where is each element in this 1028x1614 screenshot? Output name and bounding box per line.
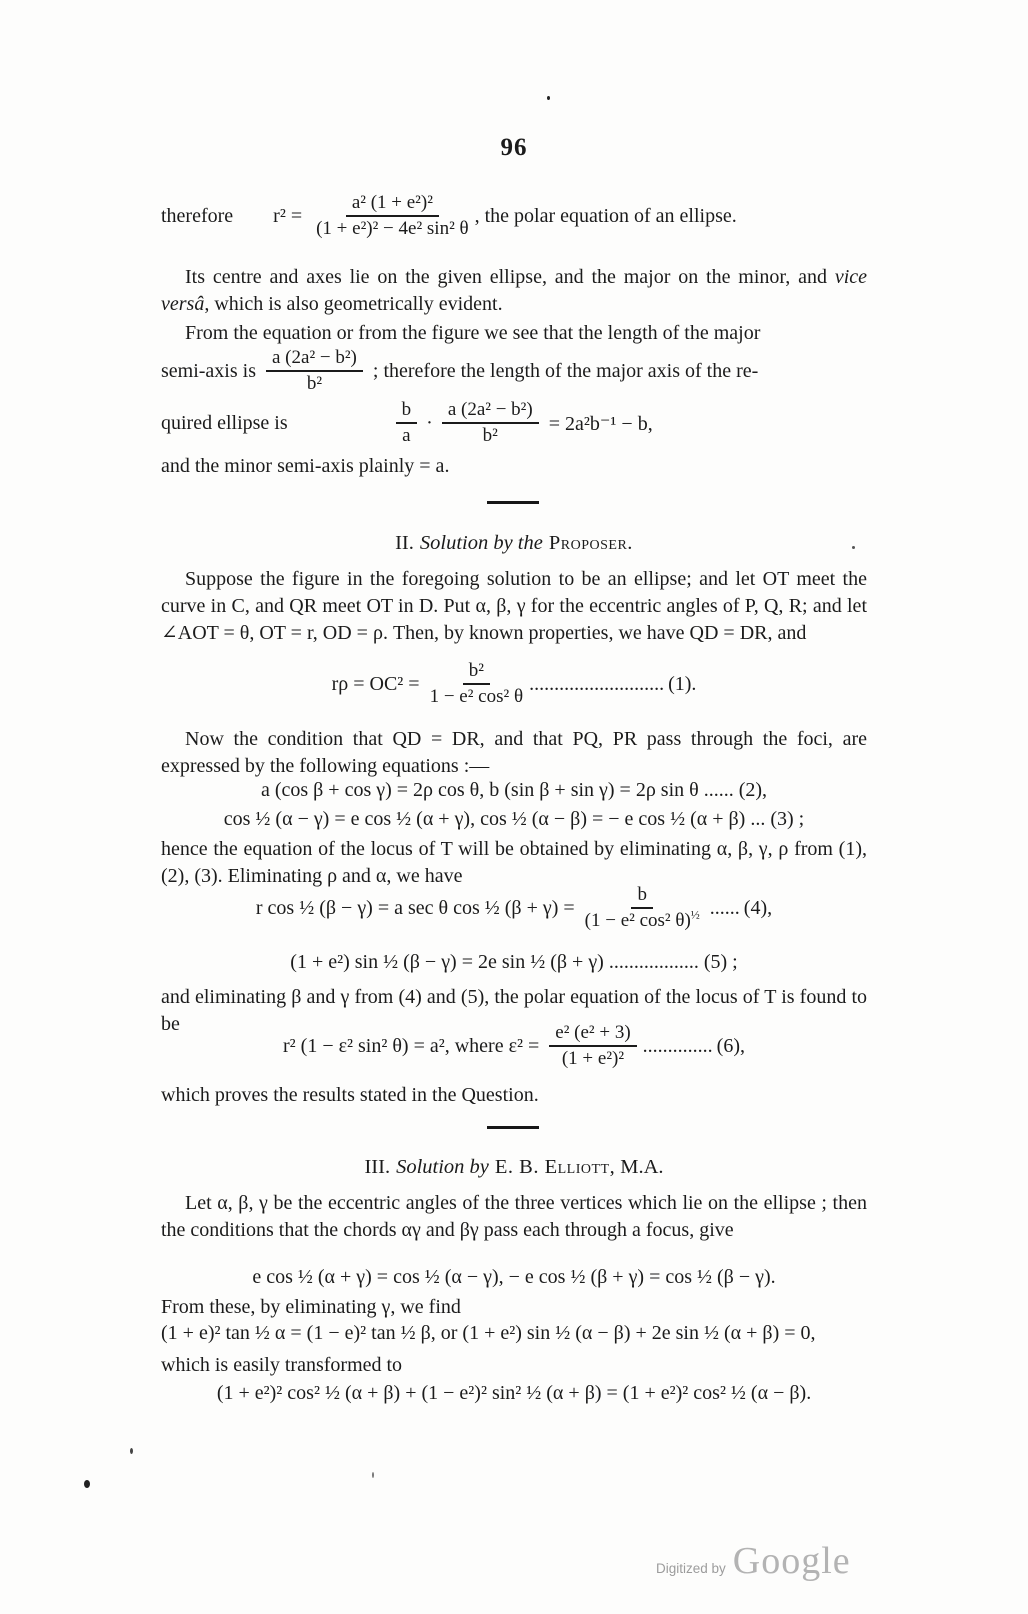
ink-speck (852, 546, 855, 549)
paragraph-from-equation: From the equation or from the figure we see that the length of the major (185, 322, 761, 344)
fraction-denominator: a (402, 425, 411, 447)
fraction-denominator: b² (306, 373, 323, 395)
line-text-pre: semi-axis is (161, 359, 256, 382)
paragraph-transformed: which is easily transformed to (161, 1354, 403, 1376)
paragraph-hence: hence the equation of the locus of T will be obtained by eliminating α, β, γ, ρ from (1), (2), (3). Eliminating ρ and α, we have (161, 838, 867, 887)
fraction-denominator: (1 + e²)² − 4e² sin² θ (316, 218, 469, 240)
equation-tag: (6), (716, 1034, 745, 1057)
dot-leader: .............. (642, 1034, 713, 1057)
equation-lhs: r² = (273, 204, 303, 227)
vice-versa-italic: vice versâ (161, 266, 867, 315)
watermark-digitized-text: Digitized by (656, 1561, 726, 1576)
equation-tan-relation: (1 + e)² tan ½ α = (1 − e)² tan ½ β, or (1 + e²) sin ½ (α − β) + 2e sin ½ (α + β) = 0, (161, 1322, 816, 1344)
fraction-denominator (585, 909, 700, 932)
equation-lhs: r cos ½ (β − γ) = a sec θ cos ½ (β + γ) = (255, 896, 575, 919)
section-divider (487, 1126, 539, 1129)
paragraph-from-these: From these, by eliminating γ, we find (161, 1296, 461, 1318)
section-numeral: III. (364, 1156, 391, 1178)
section-title-italic: Solution by (396, 1156, 489, 1178)
watermark (656, 1542, 851, 1580)
google-logo: Google (732, 1540, 851, 1582)
fraction-denominator: (1 + e²)² (561, 1048, 625, 1070)
equation-5: (1 + e²) sin ½ (β − γ) = 2e sin ½ (β + γ) .................. (5) ; (290, 951, 738, 973)
fraction-denominator: 1 − e² cos² θ (429, 686, 524, 708)
page-number: 96 (500, 134, 528, 161)
denominator-exponent: ½ (690, 908, 700, 923)
equation-lhs: r² (1 − ε² sin² θ) = a², where ε² = (283, 1034, 540, 1057)
paragraph-let: Let α, β, γ be the eccentric angles of the three vertices which lie on the ellipse ; then the conditions that the chords αγ and βγ pass each through a focus, give (161, 1192, 867, 1241)
fraction (430, 660, 523, 709)
line-required-ellipse (161, 399, 653, 448)
equation-tag: (4), (743, 896, 773, 919)
ink-speck (84, 1480, 90, 1488)
paragraph-eliminating: and eliminating β and γ from (4) and (5), the polar equation of the locus of T is found to be (161, 986, 867, 1035)
line-text-post: ; therefore the length of the major axis of the re- (372, 359, 759, 382)
fraction (316, 192, 469, 241)
line-text-pre: quired ellipse is (161, 411, 288, 434)
equation-polar-ellipse (161, 192, 737, 241)
fraction (549, 1022, 636, 1071)
paragraph-minor-axis: and the minor semi-axis plainly = a. (161, 455, 450, 477)
section-numeral: II. (395, 532, 414, 554)
denominator-base: (1 − e² cos² θ) (584, 910, 691, 932)
paragraph-now-condition: Now the condition that QD = DR, and that PQ, PR pass through the foci, are expressed by the following equations :— (161, 728, 867, 777)
fraction (585, 884, 700, 933)
paragraph-proves: which proves the results stated in the Question. (161, 1084, 539, 1106)
author-suffix: M.A. (620, 1156, 664, 1178)
fraction-numerator: b (396, 399, 418, 424)
fraction-numerator: b (631, 884, 653, 909)
section-title-italic: Solution by the (419, 532, 543, 554)
paragraph-text: , which is also geometrically evident. (204, 293, 503, 315)
fraction-numerator: e² (e² + 3) (549, 1022, 636, 1047)
equation-1 (0, 660, 1028, 709)
fraction-numerator: a (2a² − b²) (442, 399, 539, 424)
ink-speck (547, 96, 550, 100)
ink-speck (372, 1472, 374, 1478)
paragraph-text: Its centre and axes lie on the given ellipse, and the major on the minor, and (185, 266, 835, 288)
section-divider (487, 501, 539, 504)
equation-2: a (cos β + cos γ) = 2ρ cos θ, b (sin β + sin γ) = 2ρ sin θ ...... (2), (260, 779, 768, 801)
line-text-post: = 2a²b⁻¹ − b, (548, 412, 653, 435)
section-author: E. B. Elliott, (494, 1156, 616, 1178)
equation-word-therefore: therefore (161, 204, 234, 227)
fraction-numerator: a² (1 + e²)² (346, 192, 439, 217)
dot-leader: ...... (709, 896, 740, 919)
section-iii-heading (0, 1156, 1028, 1179)
section-ii-heading (0, 532, 1028, 555)
multiplication-dot: · (426, 411, 433, 434)
fraction (442, 399, 539, 448)
fraction-numerator: a (2a² − b²) (266, 347, 363, 372)
line-semi-axis (161, 347, 758, 396)
equation-6 (0, 1022, 1028, 1071)
fraction (396, 399, 418, 448)
equation-tag: (1). (668, 672, 697, 695)
equation-4 (0, 884, 1028, 933)
fraction-denominator: b² (482, 425, 498, 447)
equation-tail-text: , the polar equation of an ellipse. (474, 204, 737, 227)
equation-focal-conditions: e cos ½ (α + γ) = cos ½ (α − γ), − e cos ½ (β + γ) = cos ½ (β − γ). (252, 1266, 776, 1288)
paragraph-centre-axes (161, 264, 867, 318)
paragraph-suppose: Suppose the figure in the foregoing solution to be an ellipse; and let OT meet the curve in C, and QR meet OT in D. Put α, β, γ for the eccentric angles of P, Q, R; and let ∠AOT = θ, OT = r, OD = ρ. Then, by known properties, we have QD = DR, and (161, 568, 867, 644)
dot-leader: ........................... (529, 672, 665, 695)
ink-speck (130, 1448, 133, 1454)
equation-final-identity: (1 + e²)² cos² ½ (α + β) + (1 − e²)² sin² ½ (α + β) = (1 + e²)² cos² ½ (α − β). (216, 1382, 812, 1404)
equation-3: cos ½ (α − γ) = e cos ½ (α + γ), cos ½ (α − β) = − e cos ½ (α + β) ... (3) ; (223, 808, 805, 830)
fraction-numerator: b² (463, 660, 490, 685)
equation-lhs: rρ = OC² = (331, 672, 420, 695)
section-author: Proposer. (548, 532, 633, 554)
fraction (266, 347, 363, 396)
